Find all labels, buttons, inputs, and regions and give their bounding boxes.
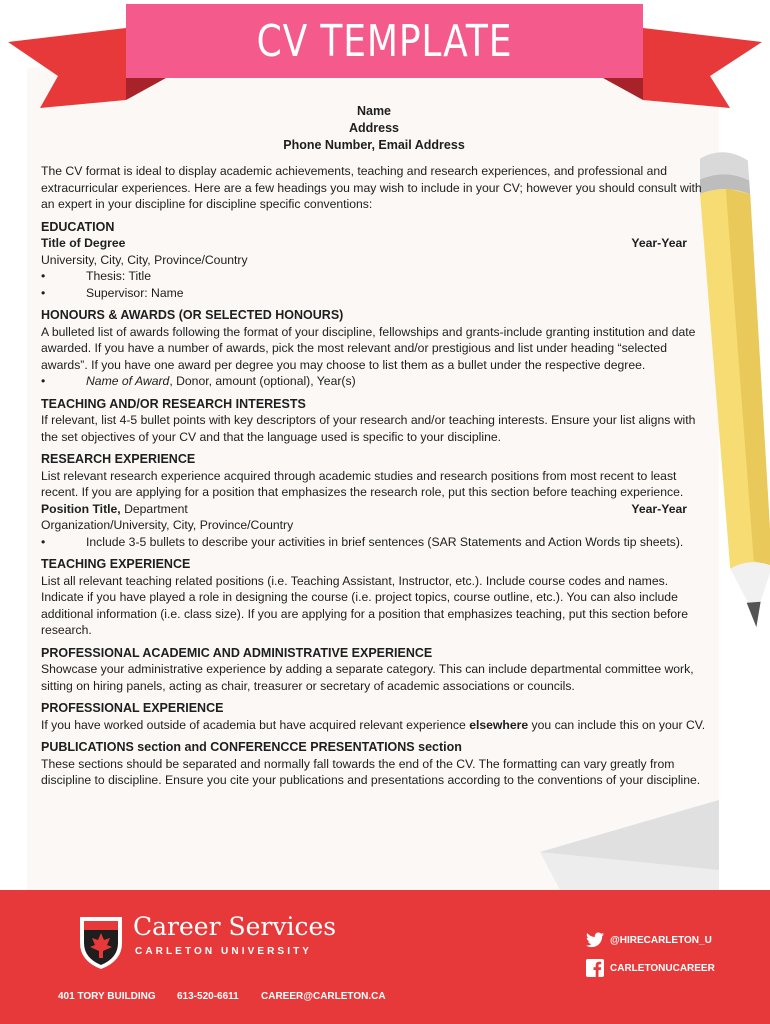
- teaching-section: [41, 556, 707, 639]
- list-item: • Supervisor: Name: [41, 285, 184, 300]
- supervisor-bullet: Supervisor: Name: [86, 285, 184, 300]
- professional-academic-section: [41, 645, 707, 695]
- honours-section: [41, 307, 707, 390]
- pencil-illustration: [700, 148, 770, 638]
- degree-years: Year-Year: [631, 236, 687, 250]
- professional-section: [41, 700, 707, 733]
- degree-title: Title of Degree: [41, 236, 126, 250]
- carleton-shield-logo: [78, 913, 124, 971]
- cv-address: Address: [348, 121, 400, 135]
- university-line: University, City, City, Province/Country: [41, 252, 248, 267]
- award-details: , Donor, amount (optional), Year(s): [169, 374, 356, 388]
- teaching-heading: TEACHING EXPERIENCE: [41, 557, 191, 571]
- twitter-icon: [586, 931, 604, 949]
- cv-content: [41, 103, 707, 789]
- address-building: 401 TORY BUILDING: [58, 991, 156, 1002]
- degree-row: [41, 235, 707, 252]
- honours-body: A bulleted list of awards following the format of your discipline, fellowships and grants-include granting institution and date awarded. If you have a number of awards, pick the most relevant and/or prestigious and list under heading “selected awards”. If you have one award per degree you may choose to list them as a bullet under the respective degree.: [41, 324, 696, 372]
- facebook-icon: [586, 959, 604, 977]
- publications-body: These sections should be separated and normally fall towards the end of the CV. The formatting can vary greatly from discipline to discipline. Ensure you cite your publications and presentations according to the conventions of your discipline.: [41, 756, 701, 787]
- research-heading: RESEARCH EXPERIENCE: [41, 452, 196, 466]
- professional-academic-body: Showcase your administrative experience by adding a separate category. This can include departmental committee work, sitting on hiring panels, acting as chair, treasurer or secretary of academic associations or councils.: [41, 662, 694, 693]
- phone-number[interactable]: 613-520-6611: [177, 991, 239, 1002]
- position-row: [41, 501, 707, 518]
- interests-section: [41, 396, 707, 446]
- email-link[interactable]: CAREER@CARLETON.CA: [261, 991, 386, 1002]
- organization-line: Organization/University, City, Province/Country: [41, 518, 294, 532]
- publications-section: [41, 739, 707, 789]
- professional-heading: PROFESSIONAL EXPERIENCE: [41, 701, 224, 715]
- cv-contact-line: Phone Number, Email Address: [283, 138, 465, 152]
- position-department: Department: [120, 501, 188, 516]
- interests-body: If relevant, list 4-5 bullet points with key descriptors of your research and/or teaching interests. Ensure your list aligns with the set objectives of your CV and that the language used is specific to your discipline.: [41, 413, 696, 444]
- career-services-title: Career Services: [133, 912, 337, 941]
- education-heading: EDUCATION: [41, 219, 115, 234]
- twitter-handle: @HIRECARLETON_U: [610, 934, 712, 946]
- honours-heading: HONOURS & AWARDS (OR SELECTED HONOURS): [41, 308, 344, 322]
- banner-title: CV TEMPLATE: [256, 15, 513, 67]
- education-section: [41, 219, 707, 302]
- list-item: • Thesis: Title: [41, 269, 152, 283]
- award-name: Name of Award: [86, 374, 170, 388]
- position-years: Year-Year: [631, 501, 687, 516]
- research-section: [41, 451, 707, 550]
- intro-paragraph: The CV format is ideal to display academic achievements, teaching and research experiences, and professional and extracurricular experiences. Here are a few headings you may wish to include in your CV; however you should consult with an expert in your discipline for discipline specific conventions:: [41, 164, 702, 211]
- professional-body-text-end: you can include this on your CV.: [528, 717, 706, 732]
- professional-body-text: If you have worked outside of academia but have acquired relevant experience: [41, 717, 470, 732]
- facebook-handle: CARLETONUCAREER: [610, 962, 715, 974]
- twitter-link[interactable]: [586, 931, 712, 949]
- thesis-bullet: Thesis: Title: [86, 269, 152, 283]
- carleton-university-label: CARLETON UNIVERSITY: [135, 946, 313, 957]
- research-bullet: Include 3-5 bullets to describe your activities in brief sentences (SAR Statements and Action Words tip sheets).: [86, 534, 684, 549]
- list-item: • Name of Award, Donor, amount (optional), Year(s): [41, 374, 356, 388]
- teaching-body: List all relevant teaching related positions (i.e. Teaching Assistant, Instructor, etc.). Include course codes and names. Indicate if you have played a role in designing the course (i.e. project topics, course outline, etc.). You can also include additional information (i.e. class size). If you are applying for a position that emphasizes teaching, put this section before research.: [41, 573, 688, 637]
- list-item: • Include 3-5 bullets to describe your activities in brief sentences (SAR Statements and Action Words tip sheets).: [41, 534, 684, 549]
- professional-body: [41, 717, 707, 734]
- publications-heading: PUBLICATIONS section and CONFERENCCE PRESENTATIONS section: [41, 740, 462, 754]
- cv-name: Name: [356, 104, 392, 118]
- research-body: List relevant research experience acquired through academic studies and research positions from most recent to least recent. If you are applying for a position that emphasizes the research role, put this section before teaching experience.: [41, 468, 684, 499]
- position-title: Position Title,: [41, 501, 121, 516]
- facebook-link[interactable]: [586, 959, 715, 977]
- professional-academic-heading: PROFESSIONAL ACADEMIC AND ADMINISTRATIVE EXPERIENCE: [41, 645, 433, 660]
- professional-body-emphasis: elsewhere: [469, 717, 529, 732]
- interests-heading: TEACHING AND/OR RESEARCH INTERESTS: [41, 396, 306, 411]
